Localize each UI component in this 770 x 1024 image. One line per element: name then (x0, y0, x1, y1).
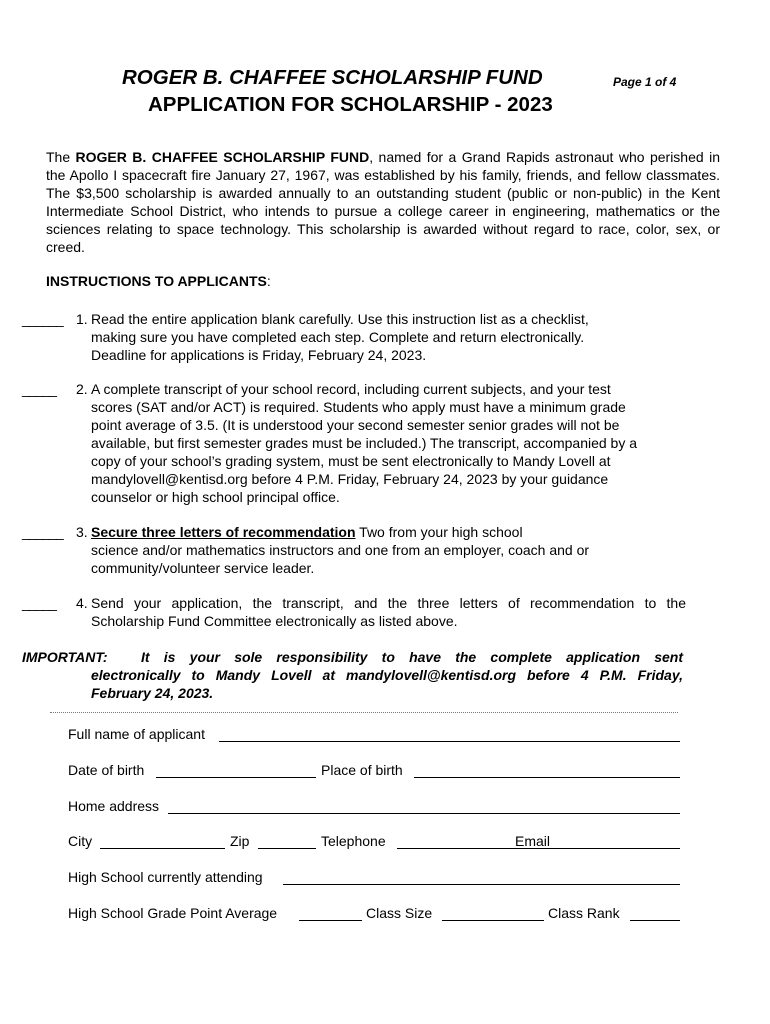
item-2-line: available, but first semester grades must be included.) The transcript, accompanied by a (91, 435, 638, 451)
item-1-line: making sure you have completed each step. Complete and return electronically. (91, 329, 585, 345)
item-4-line: Send your application, the transcript, and the three letters of recommendation to the (91, 595, 686, 611)
checklist-blank-4[interactable]: _____ (22, 595, 56, 611)
field-full-name (68, 726, 680, 744)
high-school-input-line[interactable] (283, 884, 680, 885)
item-3-line: community/volunteer service leader. (91, 560, 315, 576)
class-rank-label: Class Rank (548, 905, 620, 921)
item-2-line: point average of 3.5. (It is understood your second semester senior grades will not be (91, 417, 620, 433)
document-subtitle: APPLICATION FOR SCHOLARSHIP - 2023 (148, 93, 553, 116)
instructions-heading-text: INSTRUCTIONS TO APPLICANTS (46, 273, 267, 289)
telephone-label: Telephone (321, 833, 386, 849)
gpa-input-line[interactable] (299, 920, 362, 921)
city-input-line[interactable] (100, 848, 225, 849)
home-address-input-line[interactable] (168, 813, 680, 814)
home-address-label: Home address (68, 798, 160, 814)
zip-input-line[interactable] (258, 848, 316, 849)
item-2-line: A complete transcript of your school record, including current subjects, and your test (91, 381, 611, 397)
field-contact (68, 833, 680, 851)
full-name-input-line[interactable] (219, 741, 680, 742)
item-3-line: science and/or mathematics instructors and one from an employer, coach and or (91, 542, 590, 558)
checklist-blank-1[interactable]: ______ (22, 311, 63, 327)
email-label: Email (515, 833, 551, 849)
intro-body: , named for a Grand Rapids astronaut who perished in the Apollo I spacecraft fire January 27, 1967, was established by his family, friends, and fellow classmates. The $3,500 scholarship is awarded annually to an outstanding student (public or non-public) in the Kent Intermediate School District, who intends to pursue a college career in engineering, mathematics or the sciences relating to space technology. This scholarship is awarded without regard to race, color, sex, or creed. (46, 149, 720, 255)
class-size-label: Class Size (366, 905, 433, 921)
item-number-3: 3. (76, 524, 88, 540)
place-of-birth-label: Place of birth (321, 762, 403, 778)
field-academics (68, 905, 680, 923)
instruction-item-1 (91, 310, 689, 364)
page-number: Page 1 of 4 (613, 75, 677, 89)
item-2-line: counselor or high school principal office. (91, 489, 340, 505)
item-1-line: Read the entire application blank carefully. Use this instruction list as a checklist, (91, 311, 589, 327)
date-of-birth-label: Date of birth (68, 762, 145, 778)
document-title: ROGER B. CHAFFEE SCHOLARSHIP FUND (122, 66, 543, 89)
item-3-first-line (91, 523, 689, 541)
class-rank-input-line[interactable] (630, 920, 680, 921)
item-number-1: 1. (76, 311, 88, 327)
intro-fund-name: ROGER B. CHAFFEE SCHOLARSHIP FUND (75, 149, 370, 165)
zip-label: Zip (230, 833, 250, 849)
section-divider (50, 712, 678, 713)
item-number-4: 4. (76, 595, 88, 611)
high-school-label: High School currently attending (68, 869, 263, 885)
instruction-item-2 (91, 380, 689, 506)
important-line: February 24, 2023. (91, 685, 214, 701)
checklist-blank-2[interactable]: _____ (22, 381, 56, 397)
item-1-line: Deadline for applications is Friday, February 24, 2023. (91, 347, 427, 363)
important-line: electronically to Mandy Lovell at mandylovell@kentisd.org before 4 P.M. Friday, (91, 667, 683, 683)
date-of-birth-input-line[interactable] (156, 777, 316, 778)
item-2-line: copy of your school’s grading system, must be sent electronically to Mandy Lovell at (91, 453, 611, 469)
intro-paragraph (46, 148, 720, 256)
field-birth (68, 762, 680, 780)
item-4-line: Scholarship Fund Committee electronically as listed above. (91, 613, 458, 629)
item-2-line: mandylovell@kentisd.org before 4 P.M. Friday, February 24, 2023 by your guidance (91, 471, 609, 487)
instruction-item-4 (91, 594, 686, 630)
full-name-label: Full name of applicant (68, 726, 205, 742)
place-of-birth-input-line[interactable] (414, 777, 680, 778)
item-3-line: Two from your high school (355, 524, 523, 540)
field-high-school (68, 869, 680, 887)
field-home-address (68, 798, 680, 816)
city-label: City (68, 833, 93, 849)
instructions-heading-colon: : (266, 273, 271, 289)
class-size-input-line[interactable] (442, 920, 544, 921)
item-3-emphasis: Secure three letters of recommendation (91, 524, 356, 540)
checklist-blank-3[interactable]: ______ (22, 524, 63, 540)
item-number-2: 2. (76, 381, 88, 397)
instruction-item-3 (91, 523, 689, 577)
instructions-heading (46, 273, 271, 289)
item-2-line: scores (SAT and/or ACT) is required. Students who apply must have a minimum grade (91, 399, 626, 415)
important-line: It is your sole responsibility to have the complete application sent (141, 649, 683, 665)
gpa-label: High School Grade Point Average (68, 905, 278, 921)
intro-pre: The (46, 149, 76, 165)
important-label: IMPORTANT: (22, 649, 108, 665)
